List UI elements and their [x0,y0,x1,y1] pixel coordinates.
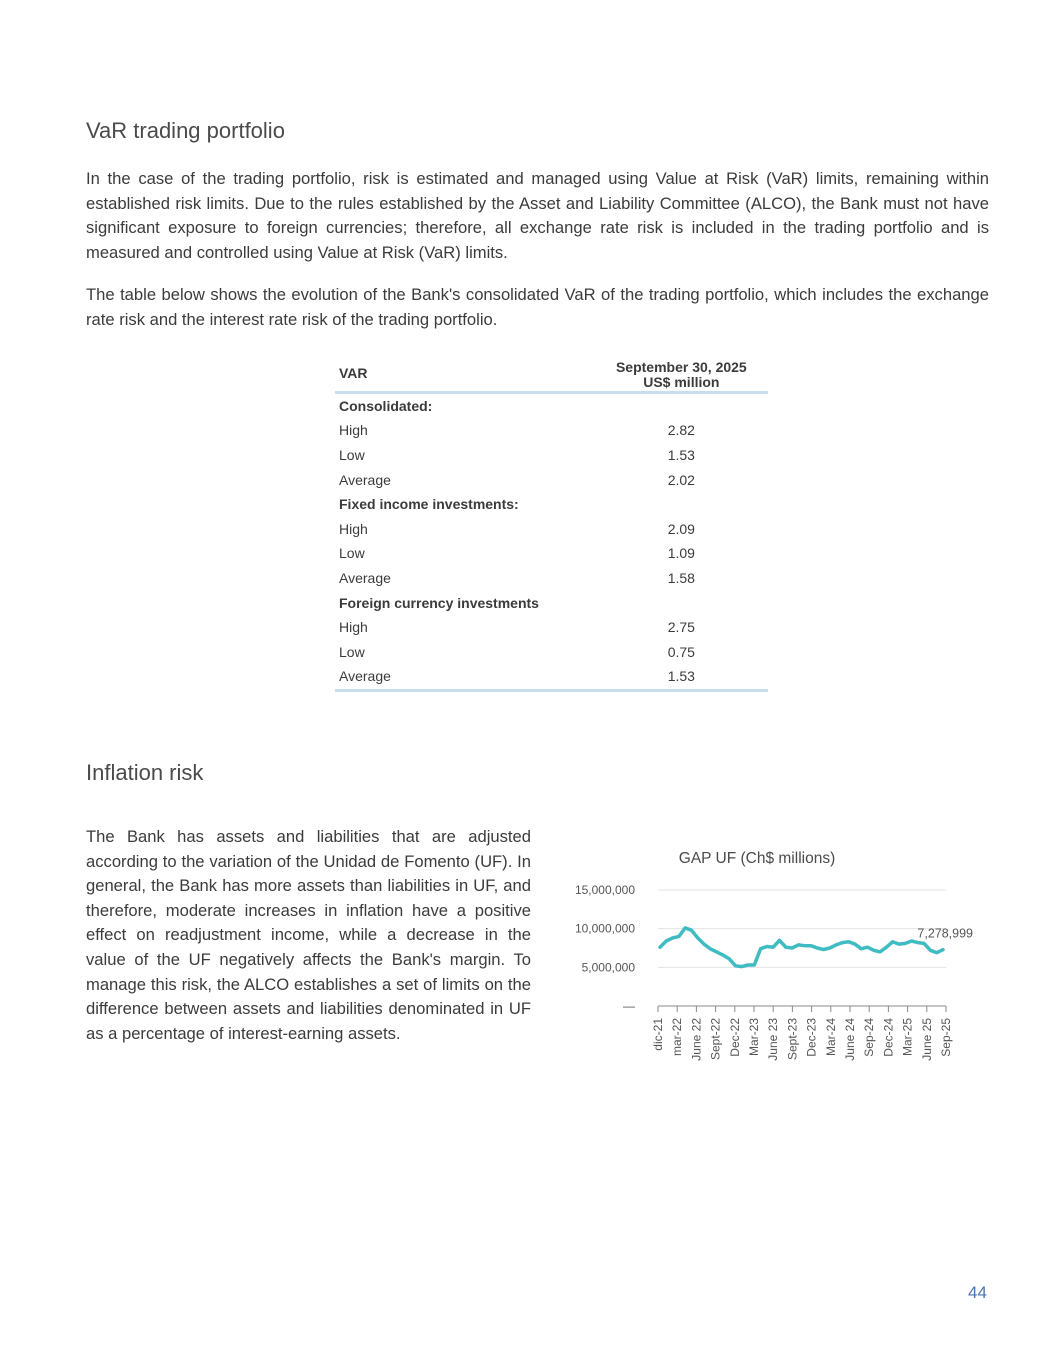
row-label: Average [339,569,391,586]
x-tick-label: June 24 [843,1018,857,1061]
gap-uf-chart [560,840,990,1090]
row-value: 1.53 [667,446,695,463]
row-label: Average [339,668,391,685]
table-row [335,467,768,492]
row-value: 1.53 [667,668,695,685]
table-row [335,615,768,640]
section-heading-inflation: Inflation risk [86,760,204,785]
x-tick-label: Sep-24 [862,1018,877,1057]
row-label: High [339,520,368,537]
table-body [335,392,768,690]
last-value-label: 7,278,999 [917,926,973,941]
var-table-intro-paragraph: The table below shows the evolution of the Bank's consolidated VaR of the trading portfolio, which includes the exchange rate risk and the interest rate risk of the trading portfolio. [86,285,989,329]
row-value [595,590,768,615]
x-tick-label: Mar-23 [747,1018,761,1057]
x-tick-label: Sept-23 [785,1018,800,1061]
table-row [335,566,768,591]
x-tick-label: mar-22 [670,1018,685,1057]
row-label: Consolidated: [339,397,433,414]
table-section-row [335,392,768,418]
row-label: Fixed income investments: [339,496,519,513]
row-label: High [339,422,368,439]
var-intro-paragraph: In the case of the trading portfolio, risk is estimated and managed using Value at Risk (VaR) limits, remaining within established risk limits. Due to the rules established by the Asset and Liability Committee (ALCO), the Bank must not have significant exposure to foreign currencies; therefore, all exchange rate risk is included in the trading portfolio and is measured and controlled using Value at Risk (VaR) limits. [86,169,989,262]
y-tick-label: 10,000,000 [574,921,635,936]
x-tick-label: Dec-23 [804,1018,819,1057]
row-label: Low [339,545,365,562]
chart-title: GAP UF (Ch$ millions) [678,850,836,867]
x-tick-label: Mar-24 [823,1018,838,1057]
row-value [595,492,768,517]
row-label: Average [339,471,391,488]
table-row [335,443,768,468]
x-tick-label: dic-21 [651,1018,665,1051]
table-row [335,639,768,664]
row-value: 1.58 [667,569,695,586]
col-header-var: VAR [339,365,368,382]
table-section-row [335,590,768,615]
row-label: Low [339,643,365,660]
row-label: Foreign currency investments [339,594,539,611]
y-tick-label: 15,000,000 [574,883,635,897]
col-header-date [595,356,768,392]
x-tick-label: Dec-24 [881,1018,896,1057]
table-row [335,516,768,541]
gap-uf-series-line [660,928,943,967]
row-value: 2.09 [667,520,695,537]
section-heading-var: VaR trading portfolio [86,118,285,143]
row-value: 2.82 [667,422,695,439]
row-label: Low [339,446,365,463]
row-value [595,392,768,418]
row-label: High [339,619,368,636]
table-header-row [335,356,768,392]
x-tick-label: Sep-25 [939,1018,953,1057]
x-tick-label: Mar-25 [900,1018,915,1057]
x-tick-label: Sept-22 [708,1018,723,1061]
table-row [335,664,768,690]
inflation-paragraph: The Bank has assets and liabilities that are adjusted according to the variation of the Unidad de Fomento (UF). In general, the Bank has more assets than liabilities in UF, and therefore, moderate increases in inflation have a positive effect on readjustment income, while a decrease in the value of the UF negatively affects the Bank's margin. To manage this risk, the ALCO establishes a set of limits on the difference between assets and liabilities denominated in UF as a percentage of interest-earning assets. [86,827,531,1043]
table-row [335,541,768,566]
row-value: 2.02 [667,471,695,488]
col-header-date-line2: US$ million [643,374,720,391]
x-tick-label: June 22 [689,1018,704,1061]
y-tick-label: 5,000,000 [581,960,635,975]
x-tick-label: June 23 [766,1018,781,1061]
page-number: 44 [968,1283,987,1302]
table-row [335,418,768,443]
x-tick-label: June 25 [919,1018,934,1061]
table-section-row [335,492,768,517]
row-value: 0.75 [667,643,695,660]
x-tick-label: Dec-22 [727,1018,742,1057]
row-value: 1.09 [667,545,695,562]
row-value: 2.75 [667,619,695,636]
var-table [335,356,768,692]
col-header-date-line1: September 30, 2025 [615,359,747,376]
y-tick-label: — [623,999,635,1013]
